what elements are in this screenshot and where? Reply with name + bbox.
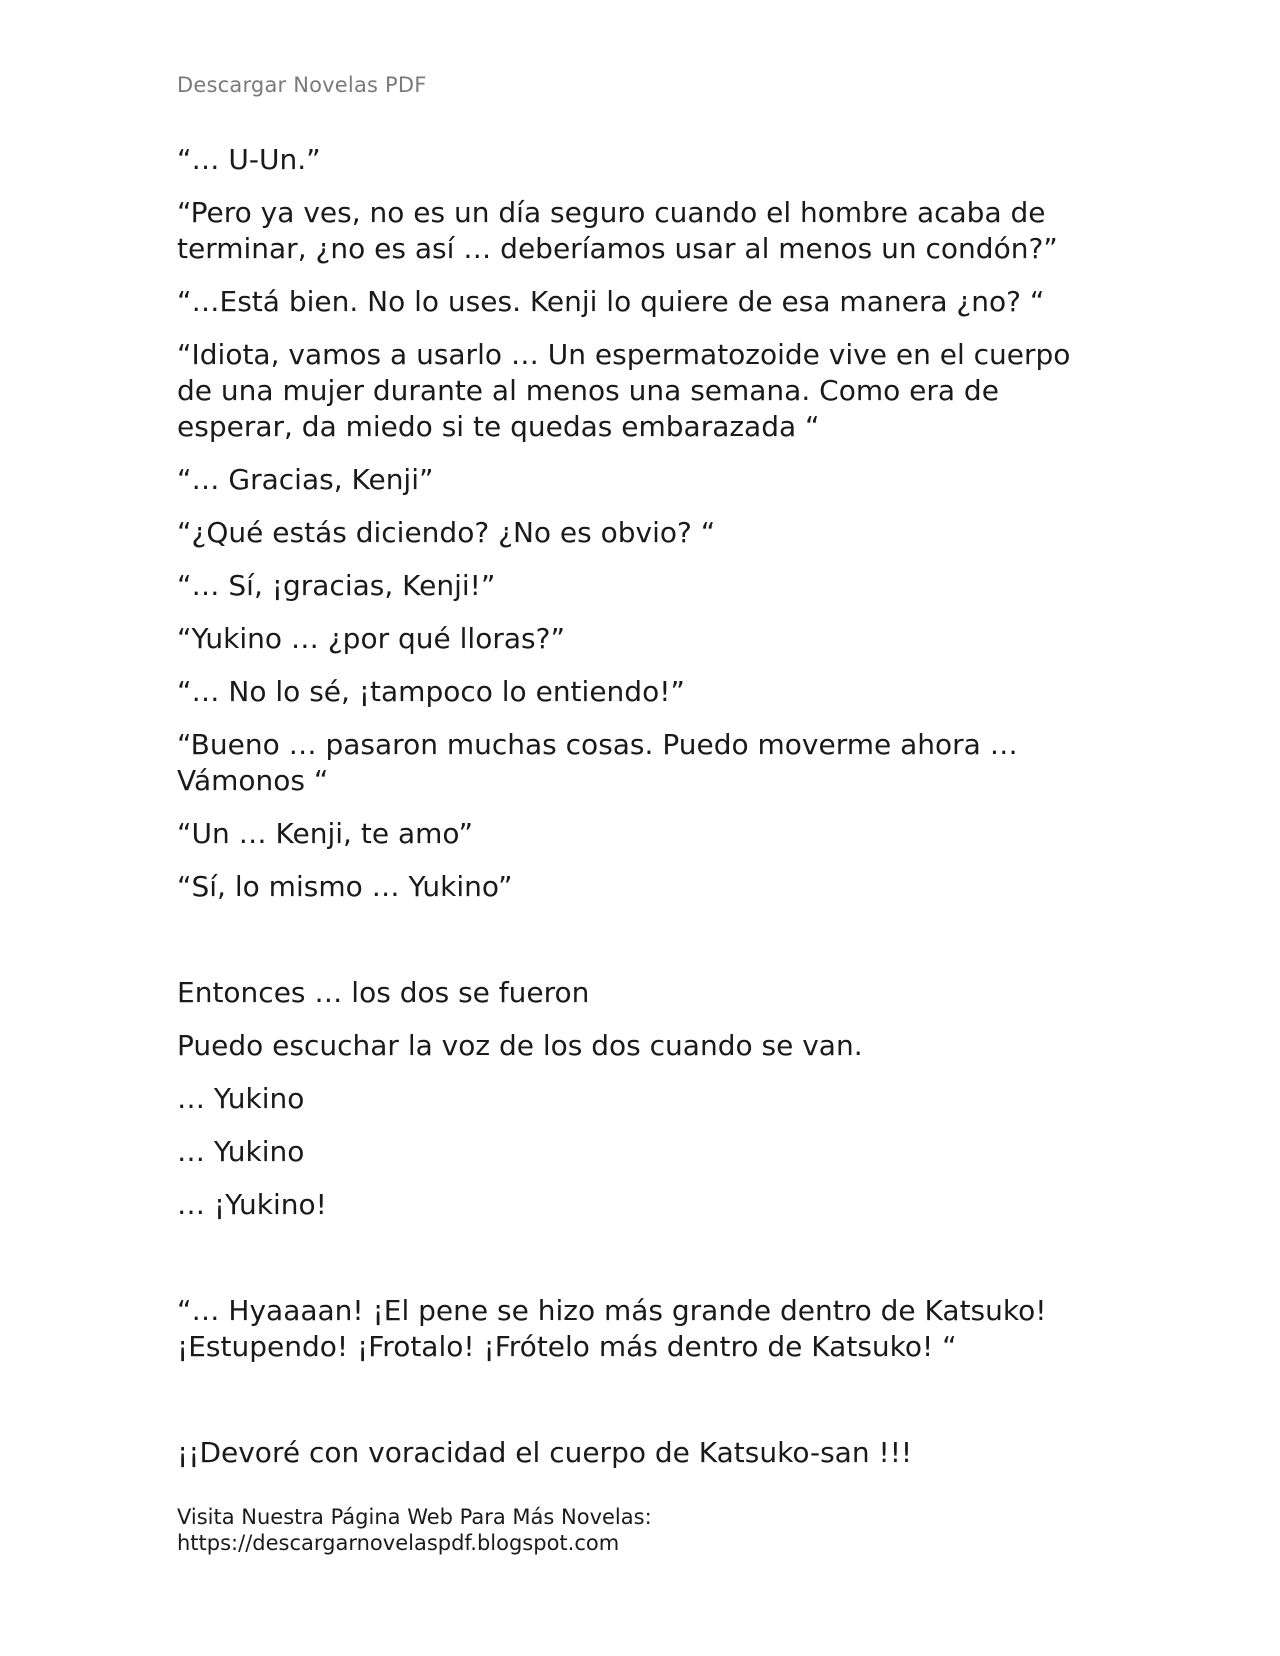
paragraph: … Yukino (177, 1082, 305, 1115)
paragraph: “… Sí, ¡gracias, Kenji!” (177, 569, 496, 602)
document-body (177, 142, 1107, 1488)
page-footer (177, 1504, 652, 1556)
paragraph: Entonces … los dos se fueron (177, 976, 590, 1009)
paragraph-gap (177, 1382, 1107, 1435)
paragraph-gap (177, 922, 1107, 975)
paragraph: … ¡Yukino! (177, 1188, 327, 1221)
footer-url: https://descargarnovelaspdf.blogspot.com (177, 1531, 620, 1555)
paragraph: “… Hyaaaan! ¡El pene se hizo más grande dentro de Katsuko! ¡Estupendo! ¡Frotalo! ¡Frótelo más dentro de Katsuko! “ (177, 1294, 1056, 1363)
paragraph: ¡¡Devoré con voracidad el cuerpo de Katsuko-san !!! (177, 1436, 913, 1469)
paragraph: “Yukino … ¿por qué lloras?” (177, 622, 565, 655)
paragraph: “¿Qué estás diciendo? ¿No es obvio? “ (177, 516, 716, 549)
paragraph: “Un … Kenji, te amo” (177, 817, 474, 850)
paragraph: “… Gracias, Kenji” (177, 463, 434, 496)
paragraph: Puedo escuchar la voz de los dos cuando se van. (177, 1029, 863, 1062)
paragraph: “Sí, lo mismo … Yukino” (177, 870, 513, 903)
document-page (177, 0, 1107, 1656)
footer-text: Visita Nuestra Página Web Para Más Novelas: (177, 1505, 652, 1529)
paragraph: “Pero ya ves, no es un día seguro cuando el hombre acaba de terminar, ¿no es así … deberíamos usar al menos un condón?” (177, 196, 1058, 265)
paragraph-gap (177, 1240, 1107, 1293)
paragraph: “Bueno … pasaron muchas cosas. Puedo moverme ahora … Vámonos “ (177, 728, 1027, 797)
paragraph: “…Está bien. No lo uses. Kenji lo quiere de esa manera ¿no? “ (177, 285, 1045, 318)
paragraph: “… No lo sé, ¡tampoco lo entiendo!” (177, 675, 685, 708)
paragraph: … Yukino (177, 1135, 305, 1168)
paragraph: “Idiota, vamos a usarlo … Un espermatozoide vive en el cuerpo de una mujer durante al menos una semana. Como era de esperar, da miedo si te quedas embarazada “ (177, 338, 1080, 443)
paragraph: “… U-Un.” (177, 143, 321, 176)
page-header: Descargar Novelas PDF (177, 73, 427, 97)
